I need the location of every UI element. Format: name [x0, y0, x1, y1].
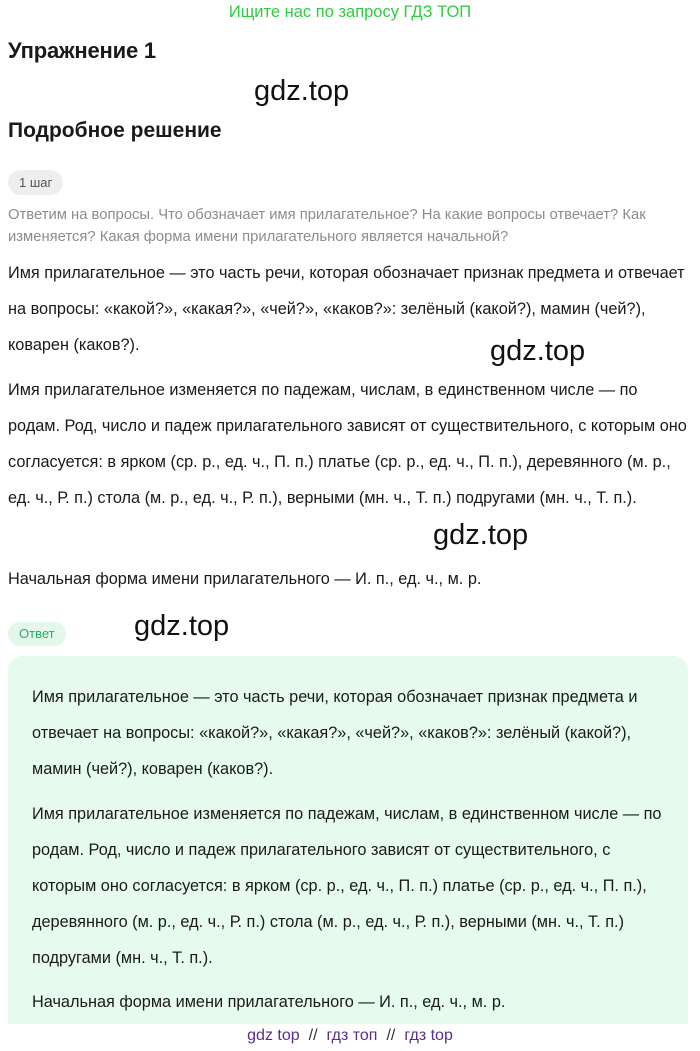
step-badge: 1 шаг: [8, 170, 63, 195]
answer-paragraph: Имя прилагательное изменяется по падежам, числам, в единственном числе — по родам. Род, число и падеж прилагательного зависят от существительного, с которым оно согласуется: в ярком (ср. р., ед. ч., П. п.) платье (ср. р., ед. ч., П. п.), деревянного (м. р., ед. ч., Р. п.) стола (м. р., ед. ч., Р. п.), верными (мн. ч., Т. п.) подругами (мн. ч., Т. п.).: [32, 805, 662, 967]
watermark: gdz.top: [490, 335, 586, 367]
footer-separator: //: [308, 1027, 318, 1044]
watermark: gdz.top: [433, 519, 529, 551]
footer-link[interactable]: gdz top: [247, 1027, 300, 1044]
footer-links: [0, 1024, 700, 1051]
answer-paragraph: Имя прилагательное — это часть речи, которая обозначает признак предмета и отвечает на вопросы: «какой?», «какая?», «чей?», «каков?»: зелёный (какой?), мамин (чей?), коварен (каков?).: [32, 688, 638, 778]
footer-link[interactable]: гдз top: [404, 1027, 453, 1044]
footer-separator: //: [386, 1027, 396, 1044]
question-text: Ответим на вопросы. Что обозначает имя прилагательное? На какие вопросы отвечает? Как изменяется? Какая форма имени прилагательного является начальной?: [8, 207, 646, 245]
top-banner[interactable]: Ищите нас по запросу ГДЗ ТОП: [228, 3, 472, 21]
solution-paragraph: Начальная форма имени прилагательного — И. п., ед. ч., м. р.: [8, 570, 482, 588]
solution-paragraph: Имя прилагательное — это часть речи, которая обозначает признак предмета и отвечает на вопросы: «какой?», «какая?», «чей?», «каков?»: зелёный (какой?), мамин (чей?), коварен (каков?).: [8, 264, 685, 354]
section-title: Подробное решение: [8, 119, 222, 142]
answer-paragraph: Начальная форма имени прилагательного — И. п., ед. ч., м. р.: [32, 993, 506, 1011]
footer-link[interactable]: гдз топ: [326, 1027, 378, 1044]
watermark: gdz.top: [134, 610, 230, 642]
answer-badge: Ответ: [8, 622, 66, 646]
watermark: gdz.top: [254, 75, 350, 107]
exercise-title: Упражнение 1: [8, 38, 156, 63]
solution-paragraph: Имя прилагательное изменяется по падежам, числам, в единственном числе — по родам. Род, число и падеж прилагательного зависят от существительного, с которым оно согласуется: в ярком (ср. р., ед. ч., П. п.) платье (ср. р., ед. ч., П. п.), деревянного (м. р., ед. ч., Р. п.) стола (м. р., ед. ч., Р. п.), верными (мн. ч., Т. п.) подругами (мн. ч., Т. п.).: [8, 381, 687, 507]
